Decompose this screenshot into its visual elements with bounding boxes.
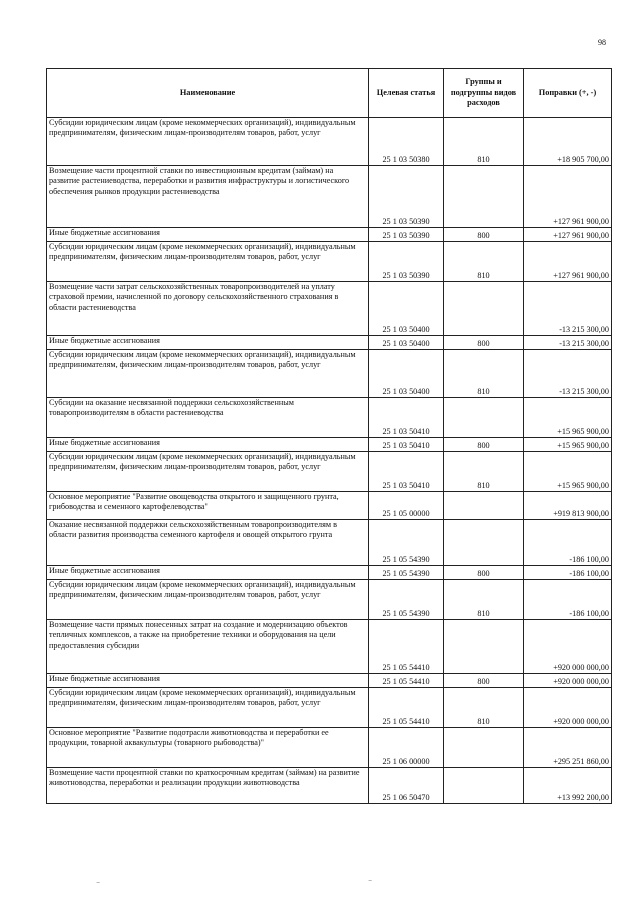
page-number: 98 — [598, 38, 606, 47]
row-amendment: +18 905 700,00 — [524, 118, 612, 166]
row-expense-group: 800 — [444, 228, 524, 242]
row-expense-group: 810 — [444, 118, 524, 166]
row-expense-group: 800 — [444, 438, 524, 452]
row-name: Субсидии юридическим лицам (кроме некоммерческих организаций), индивидуальным предпринимателям, физическим лицам-производителям товаров, работ, услуг — [47, 242, 369, 282]
row-amendment: +15 965 900,00 — [524, 452, 612, 492]
row-target-article: 25 1 05 54390 — [369, 580, 444, 620]
row-target-article: 25 1 03 50400 — [369, 350, 444, 398]
row-target-article: 25 1 03 50400 — [369, 336, 444, 350]
table-row — [47, 398, 612, 438]
row-expense-group — [444, 398, 524, 438]
table-row — [47, 118, 612, 166]
row-amendment: +919 813 900,00 — [524, 492, 612, 520]
row-amendment: +15 965 900,00 — [524, 398, 612, 438]
row-amendment: -186 100,00 — [524, 520, 612, 566]
table-header-row — [47, 69, 612, 118]
row-amendment: +920 000 000,00 — [524, 688, 612, 728]
row-expense-group — [444, 166, 524, 228]
row-target-article: 25 1 03 50380 — [369, 118, 444, 166]
row-expense-group — [444, 520, 524, 566]
table-row — [47, 674, 612, 688]
table-row — [47, 728, 612, 768]
row-amendment: +920 000 000,00 — [524, 620, 612, 674]
scan-speck: ⁻ — [96, 880, 101, 889]
row-target-article: 25 1 03 50410 — [369, 452, 444, 492]
table-row — [47, 350, 612, 398]
table-row — [47, 336, 612, 350]
table-row — [47, 228, 612, 242]
row-name: Иные бюджетные ассигнования — [47, 674, 369, 688]
table-row — [47, 438, 612, 452]
row-target-article: 25 1 03 50390 — [369, 166, 444, 228]
row-amendment: +920 000 000,00 — [524, 674, 612, 688]
row-amendment: -13 215 300,00 — [524, 336, 612, 350]
row-name: Возмещение части процентной ставки по инвестиционным кредитам (займам) на развитие растениеводства, переработки и развития инфраструктуры и логистического обеспечения рынков продукции растениеводства — [47, 166, 369, 228]
table-row — [47, 768, 612, 804]
row-expense-group — [444, 728, 524, 768]
row-target-article: 25 1 03 50390 — [369, 228, 444, 242]
row-target-article: 25 1 05 54410 — [369, 688, 444, 728]
row-expense-group: 800 — [444, 336, 524, 350]
row-target-article: 25 1 03 50410 — [369, 438, 444, 452]
row-name: Иные бюджетные ассигнования — [47, 438, 369, 452]
row-expense-group — [444, 620, 524, 674]
row-amendment: -13 215 300,00 — [524, 282, 612, 336]
row-target-article: 25 1 06 00000 — [369, 728, 444, 768]
row-expense-group — [444, 768, 524, 804]
table-row — [47, 492, 612, 520]
row-name: Субсидии юридическим лицам (кроме некоммерческих организаций), индивидуальным предпринимателям, физическим лицам-производителям товаров, работ, услуг — [47, 350, 369, 398]
row-amendment: -186 100,00 — [524, 580, 612, 620]
row-name: Субсидии юридическим лицам (кроме некоммерческих организаций), индивидуальным предпринимателям, физическим лицам-производителям товаров, работ, услуг — [47, 580, 369, 620]
row-name: Возмещение части прямых понесенных затрат на создание и модернизацию объектов тепличных комплексов, а также на приобретение техники и оборудования на цели предоставления субсидии — [47, 620, 369, 674]
row-name: Иные бюджетные ассигнования — [47, 228, 369, 242]
header-name: Наименование — [47, 69, 369, 118]
row-expense-group: 800 — [444, 674, 524, 688]
row-amendment: +13 992 200,00 — [524, 768, 612, 804]
row-expense-group: 810 — [444, 452, 524, 492]
row-name: Оказание несвязанной поддержки сельскохозяйственным товаропроизводителям в области развития производства семенного картофеля и овощей открытого грунта — [47, 520, 369, 566]
row-amendment: +127 961 900,00 — [524, 242, 612, 282]
scan-speck: ⁻ — [368, 878, 373, 887]
row-target-article: 25 1 05 00000 — [369, 492, 444, 520]
table-row — [47, 566, 612, 580]
header-expense-groups: Группы и подгруппы видов расходов — [444, 69, 524, 118]
table-row — [47, 452, 612, 492]
row-name: Субсидии юридическим лицам (кроме некоммерческих организаций), индивидуальным предпринимателям, физическим лицам-производителям товаров, работ, услуг — [47, 688, 369, 728]
table-row — [47, 166, 612, 228]
row-expense-group: 810 — [444, 580, 524, 620]
row-name: Основное мероприятие "Развитие подотрасли животноводства и переработки ее продукции, товарной аквакультуры (товарного рыбоводства)" — [47, 728, 369, 768]
row-expense-group: 810 — [444, 350, 524, 398]
row-target-article: 25 1 03 50410 — [369, 398, 444, 438]
row-amendment: +127 961 900,00 — [524, 228, 612, 242]
row-target-article: 25 1 03 50390 — [369, 242, 444, 282]
row-amendment: -186 100,00 — [524, 566, 612, 580]
row-name: Возмещение части процентной ставки по краткосрочным кредитам (займам) на развитие животноводства, переработки и реализации продукции животноводства — [47, 768, 369, 804]
row-name: Основное мероприятие "Развитие овощеводства открытого и защищенного грунта, грибоводства и семенного картофелеводства" — [47, 492, 369, 520]
row-expense-group — [444, 492, 524, 520]
row-target-article: 25 1 03 50400 — [369, 282, 444, 336]
row-amendment: -13 215 300,00 — [524, 350, 612, 398]
table-row — [47, 688, 612, 728]
header-target-article: Целевая статья — [369, 69, 444, 118]
table-row — [47, 520, 612, 566]
row-target-article: 25 1 05 54390 — [369, 566, 444, 580]
row-target-article: 25 1 06 50470 — [369, 768, 444, 804]
row-expense-group: 810 — [444, 242, 524, 282]
table-row — [47, 282, 612, 336]
row-amendment: +15 965 900,00 — [524, 438, 612, 452]
row-name: Субсидии юридическим лицам (кроме некоммерческих организаций), индивидуальным предпринимателям, физическим лицам-производителям товаров, работ, услуг — [47, 452, 369, 492]
table-row — [47, 580, 612, 620]
row-target-article: 25 1 05 54410 — [369, 620, 444, 674]
table-row — [47, 620, 612, 674]
row-expense-group — [444, 282, 524, 336]
row-expense-group: 810 — [444, 688, 524, 728]
table-row — [47, 242, 612, 282]
row-expense-group: 800 — [444, 566, 524, 580]
row-name: Возмещение части затрат сельскохозяйственных товаропроизводителей на уплату страховой премии, начисленной по договору сельскохозяйственного страхования в области растениеводства — [47, 282, 369, 336]
budget-amendments-table — [46, 68, 612, 804]
row-amendment: +295 251 860,00 — [524, 728, 612, 768]
row-amendment: +127 961 900,00 — [524, 166, 612, 228]
row-target-article: 25 1 05 54410 — [369, 674, 444, 688]
row-name: Субсидии на оказание несвязанной поддержки сельскохозяйственным товаропроизводителям в области растениеводства — [47, 398, 369, 438]
row-name: Субсидии юридическим лицам (кроме некоммерческих организаций), индивидуальным предпринимателям, физическим лицам-производителям товаров, работ, услуг — [47, 118, 369, 166]
row-name: Иные бюджетные ассигнования — [47, 566, 369, 580]
row-name: Иные бюджетные ассигнования — [47, 336, 369, 350]
row-target-article: 25 1 05 54390 — [369, 520, 444, 566]
header-amendments: Поправки (+, -) — [524, 69, 612, 118]
